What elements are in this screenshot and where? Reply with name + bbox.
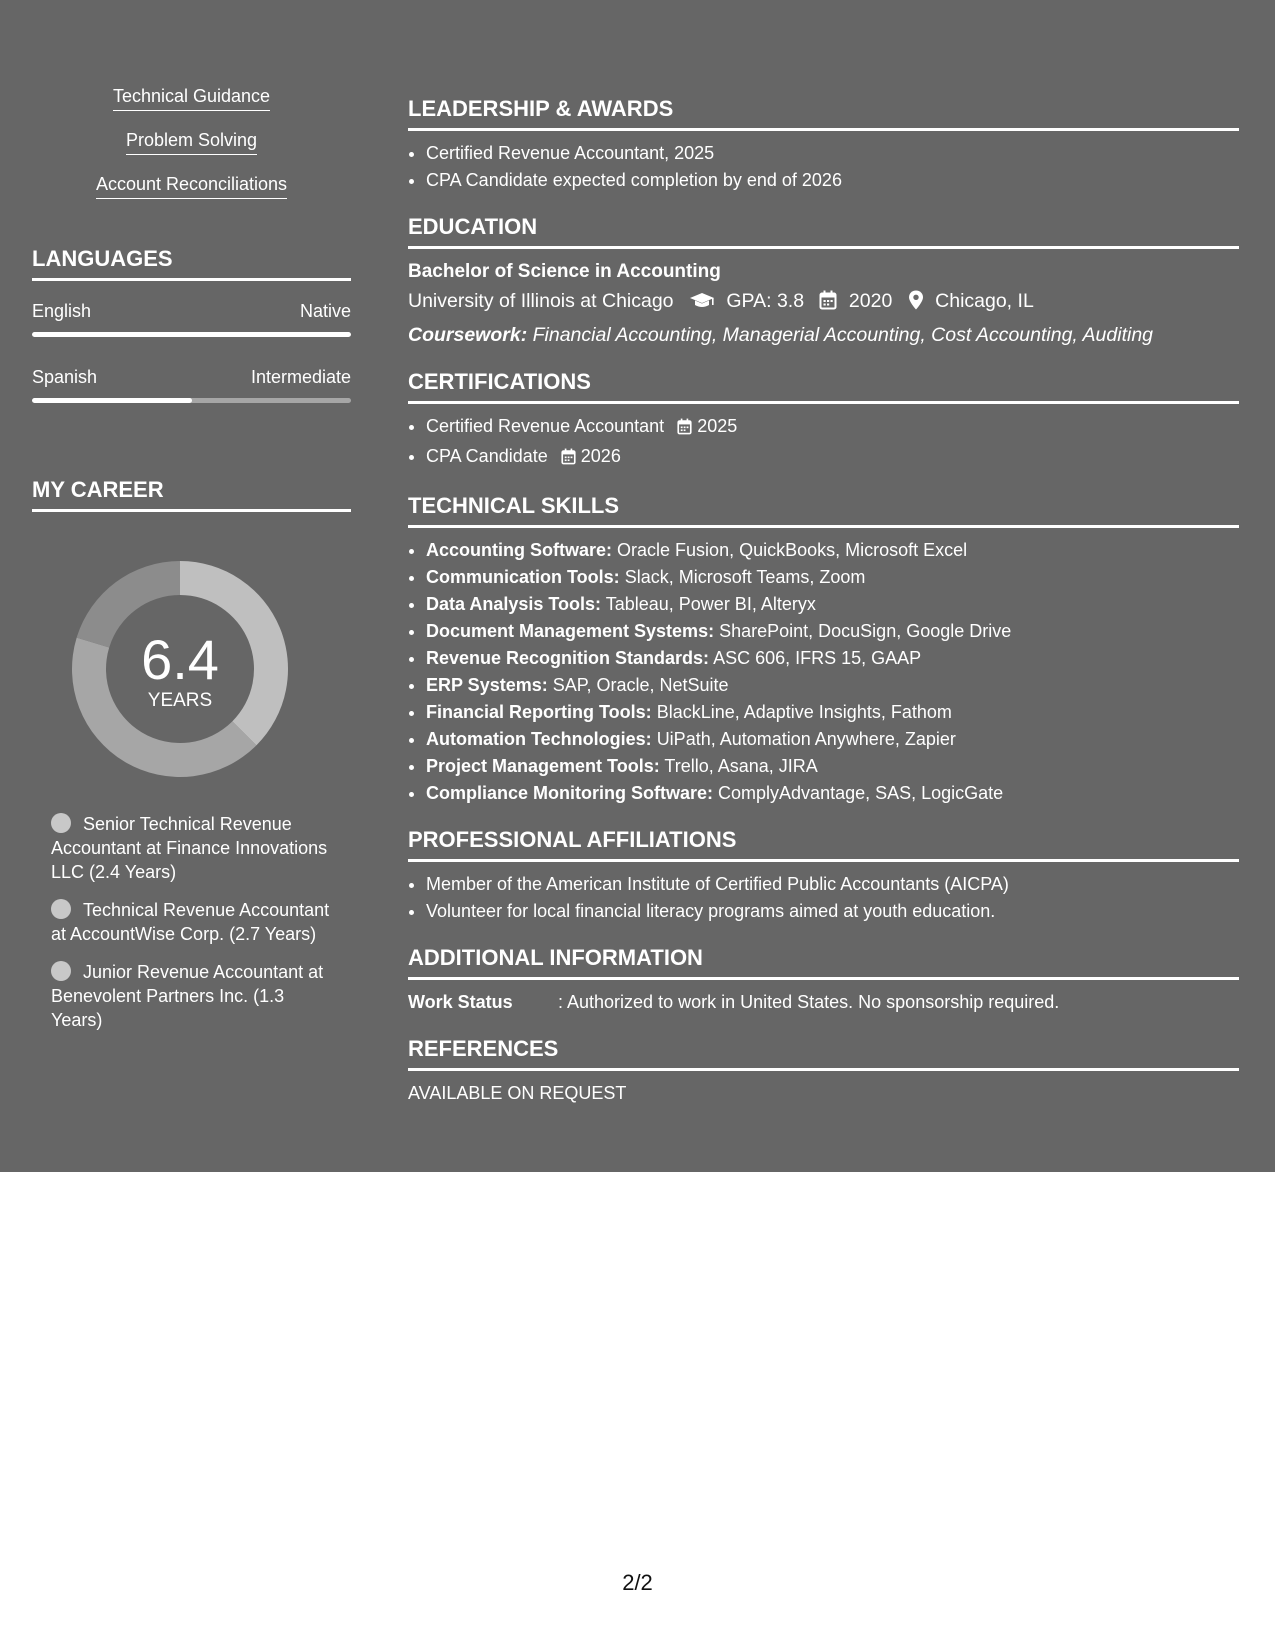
technical-skill-item <box>426 672 1239 699</box>
leadership-heading: LEADERSHIP & AWARDS <box>408 96 1239 131</box>
technical-skill-item <box>426 537 1239 564</box>
skill-category: Automation Technologies: <box>426 729 652 749</box>
left-column <box>32 86 351 1046</box>
career-roles <box>32 812 351 1032</box>
language-level: Native <box>299 301 351 321</box>
map-pin-icon <box>908 289 924 320</box>
career-legend-dot <box>51 961 71 981</box>
affiliations-list <box>408 871 1239 925</box>
career-role <box>51 812 331 884</box>
technical-skill-item <box>426 753 1239 780</box>
language-item <box>32 301 351 337</box>
skill-tag: Problem Solving <box>126 130 257 155</box>
technical-skill-item <box>426 780 1239 807</box>
skill-values: UiPath, Automation Anywhere, Zapier <box>656 729 956 749</box>
work-status-value: : Authorized to work in United States. No sponsorship required. <box>558 992 1060 1012</box>
certification-item <box>426 413 1239 443</box>
career-role-label: Senior Technical Revenue Accountant at Finance Innovations LLC (2.4 Years) <box>51 814 328 882</box>
languages-heading: LANGUAGES <box>32 246 351 281</box>
certification-item <box>426 443 1239 473</box>
right-column <box>408 96 1239 1107</box>
skill-category: Data Analysis Tools: <box>426 594 602 614</box>
skill-category: Communication Tools: <box>426 567 620 587</box>
career-section <box>32 477 351 1032</box>
skill-values: Trello, Asana, JIRA <box>664 756 818 776</box>
technical-skill-item <box>426 726 1239 753</box>
skill-values: SAP, Oracle, NetSuite <box>552 675 729 695</box>
career-role-label: Technical Revenue Accountant at AccountWise Corp. (2.7 Years) <box>51 900 330 944</box>
language-name: English <box>32 301 92 321</box>
technical-skill-item <box>426 591 1239 618</box>
affiliation-item: • Member of the American Institute of Certified Public Accountants (AICPA) <box>426 871 1239 898</box>
language-bar-fill <box>32 332 351 337</box>
references-text: AVAILABLE ON REQUEST <box>408 1083 627 1103</box>
work-status-row <box>408 989 1239 1016</box>
education-location: Chicago, IL <box>935 290 1034 312</box>
certifications-list <box>408 413 1239 473</box>
skill-category: Financial Reporting Tools: <box>426 702 652 722</box>
career-total-years: 6.4 <box>141 628 219 691</box>
leadership-item: • CPA Candidate expected completion by end of 2026 <box>426 167 1239 194</box>
skill-category: Revenue Recognition Standards: <box>426 648 710 668</box>
page-number: 2/2 <box>622 1570 653 1595</box>
skill-tag: Account Reconciliations <box>96 174 287 199</box>
technical-skill-item <box>426 645 1239 672</box>
career-role <box>51 898 331 946</box>
language-bar-fill <box>32 398 192 403</box>
skill-values: ASC 606, IFRS 15, GAAP <box>713 648 922 668</box>
language-bar <box>32 398 351 403</box>
technical-skills-heading: TECHNICAL SKILLS <box>408 493 1239 528</box>
career-role-label: Junior Revenue Accountant at Benevolent Partners Inc. (1.3 Years) <box>51 962 324 1030</box>
skill-values: Tableau, Power BI, Alteryx <box>605 594 816 614</box>
education-details <box>408 286 1239 320</box>
career-donut <box>65 554 295 784</box>
work-status-label: Work Status <box>408 992 513 1012</box>
career-legend-dot <box>51 813 71 833</box>
coursework-label: Coursework: <box>408 324 528 346</box>
language-level: Intermediate <box>250 367 351 387</box>
skill-category: Compliance Monitoring Software: <box>426 783 714 803</box>
languages-section <box>32 246 351 403</box>
technical-skill-item <box>426 618 1239 645</box>
calendar-icon <box>561 446 576 473</box>
certification-name: CPA Candidate <box>426 446 548 466</box>
certification-year: 2026 <box>580 446 621 466</box>
education-heading: EDUCATION <box>408 214 1239 249</box>
skill-category: Document Management Systems: <box>426 621 715 641</box>
education-degree: Bachelor of Science in Accounting <box>408 261 721 282</box>
skill-values: Slack, Microsoft Teams, Zoom <box>624 567 866 587</box>
education-gpa: GPA: 3.8 <box>726 290 805 312</box>
leadership-item: • Certified Revenue Accountant, 2025 <box>426 140 1239 167</box>
skill-values: SharePoint, DocuSign, Google Drive <box>719 621 1012 641</box>
affiliations-heading: PROFESSIONAL AFFILIATIONS <box>408 827 1239 862</box>
career-legend-dot <box>51 899 71 919</box>
leadership-list <box>408 140 1239 194</box>
career-role <box>51 960 331 1032</box>
skill-tags <box>32 86 351 218</box>
technical-skills-list <box>408 537 1239 807</box>
skill-category: Accounting Software: <box>426 540 613 560</box>
certification-year: 2025 <box>697 416 738 436</box>
graduation-cap-icon <box>689 289 715 320</box>
career-years-label: YEARS <box>147 690 213 711</box>
calendar-icon <box>819 289 837 320</box>
skill-values: Oracle Fusion, QuickBooks, Microsoft Excel <box>617 540 968 560</box>
skill-category: Project Management Tools: <box>426 756 660 776</box>
references-heading: REFERENCES <box>408 1036 1239 1071</box>
calendar-icon <box>677 416 692 443</box>
skill-values: ComplyAdvantage, SAS, LogicGate <box>718 783 1004 803</box>
certification-name: Certified Revenue Accountant <box>426 416 665 436</box>
education-year: 2020 <box>848 290 893 312</box>
coursework-list: Financial Accounting, Managerial Accounting, Cost Accounting, Auditing <box>532 324 1154 346</box>
language-name: Spanish <box>32 367 98 387</box>
certifications-heading: CERTIFICATIONS <box>408 369 1239 404</box>
language-bar <box>32 332 351 337</box>
language-item <box>32 367 351 403</box>
technical-skill-item <box>426 564 1239 591</box>
education-school: University of Illinois at Chicago <box>408 290 674 312</box>
education-coursework <box>408 320 1239 351</box>
technical-skill-item <box>426 699 1239 726</box>
skill-category: ERP Systems: <box>426 675 548 695</box>
skill-tag: Technical Guidance <box>113 86 270 111</box>
skill-values: BlackLine, Adaptive Insights, Fathom <box>656 702 952 722</box>
additional-info-heading: ADDITIONAL INFORMATION <box>408 945 1239 980</box>
career-heading: MY CAREER <box>32 477 351 512</box>
affiliation-item: • Volunteer for local financial literacy programs aimed at youth education. <box>426 898 1239 925</box>
